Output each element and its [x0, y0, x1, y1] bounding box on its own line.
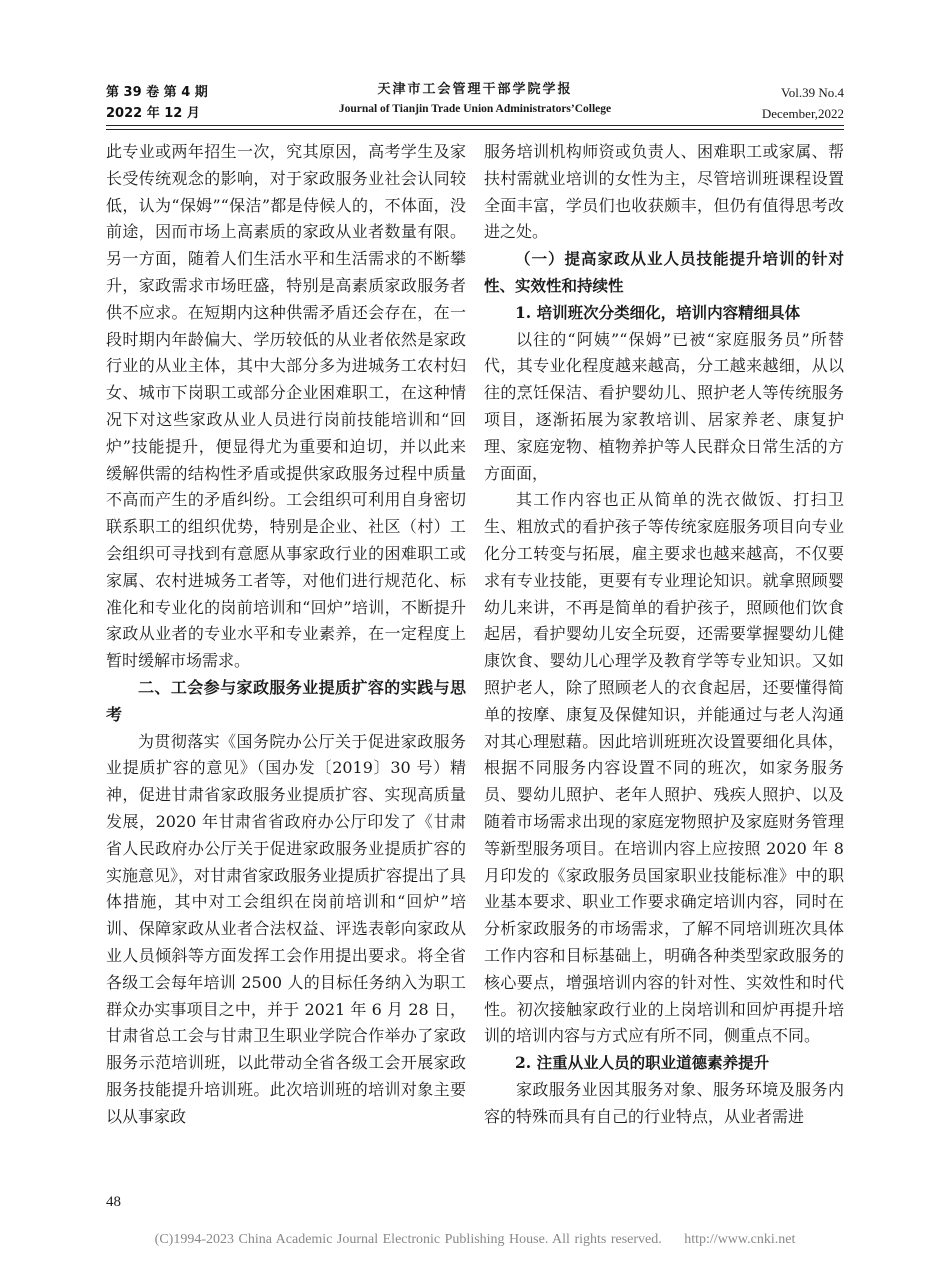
section-heading: （一）提高家政从业人员技能提升培训的针对性、实效性和持续性 [484, 249, 844, 295]
paragraph: 为贯彻落实《国务院办公厅关于促进家政服务业提质扩容的意见》（国办发〔2019〕30 号）精神，促进甘肃省家政服务业提质扩容、实现高质量发展，2020 年甘肃省省政府办公厅印发了《甘肃省人民政府办公厅关于促进家政服务业提质扩容的实施意见》，对甘肃省家政服务业提质扩容提出了具体措施，其中对工会组织在岗前培训和“回炉”培训、保障家政从业者合法权益、评选表彰向家政从业人员倾斜等方面发挥工会作用提出要求。将全省各级工会每年培训 2500 人的目标任务纳入为职工群众办实事项目之中，并于 2021 年 6 月 28 日，甘肃省总工会与甘肃卫生职业学院合作举办了家政服务示范培训班，以此带动全省各级工会开展家政服务技能提升培训班。此次培训班的培训对象主要以从事家政 [106, 731, 467, 1126]
issue-info-en [762, 82, 844, 124]
paragraph: 家政服务业因其服务对象、服务环境及服务内容的特殊而具有自己的行业特点，从业者需进 [484, 1079, 844, 1126]
section-heading: 1. 培训班次分类细化，培训内容精细具体 [515, 302, 801, 322]
cnki-url[interactable]: http://www.cnki.net [684, 1232, 796, 1247]
left-column [106, 139, 466, 1130]
volume-cn: 第 39 卷 第 4 期 [106, 85, 208, 100]
volume-en: Vol.39 No.4 [781, 85, 844, 100]
paragraph: 服务培训机构师资或负责人、困难职工或家属、帮扶村需就业培训的女性为主，尽管培训班课程设置全面丰富，学员们也收获颇丰，但仍有值得思考改进之处。 [484, 142, 844, 242]
date-cn: 2022 年 12 月 [106, 106, 200, 121]
section-heading: 2. 注重从业人员的职业道德素养提升 [515, 1053, 770, 1073]
right-column [484, 139, 844, 1130]
journal-title-en: Journal of Tianjin Trade Union Administrators’College [338, 103, 612, 115]
journal-title [300, 80, 650, 118]
date-en: December,2022 [761, 106, 844, 121]
header-rule [106, 125, 844, 126]
issue-info-cn [106, 82, 208, 124]
paragraph: 其工作内容也正从简单的洗衣做饭、打扫卫生、粗放式的看护孩子等传统家庭服务项目向专业化分工转变与拓展，雇主要求也越来越高，不仅要求有专业技能，更要有专业理论知识。就拿照顾婴幼儿来讲，不再是简单的看护孩子，照顾他们饮食起居，看护婴幼儿安全玩耍，还需要掌握婴幼儿健康饮食、婴幼儿心理学及教育学等专业知识。又如照护老人，除了照顾老人的衣食起居，还要懂得简单的按摩、康复及保健知识，并能通过与老人沟通对其心理慰藉。因此培训班班次设置要细化具体，根据不同服务内容设置不同的班次，如家务服务员、婴幼儿照护、老年人照护、残疾人照护、以及随着市场需求出现的家庭宠物照护及家庭财务管理等新型服务项目。在培训内容上应按照 2020 年 8 月印发的《家政服务员国家职业技能标准》中的职业基本要求、职业工作要求确定培训内容，同时在分析家政服务的市场需求，了解不同培训班次具体工作内容和目标基础上，明确各种类型家政服务的核心要点，增强培训内容的针对性、实效性和时代性。初次接触家政行业的上岗培训和回炉再提升培训的培训内容与方式应有所不同，侧重点不同。 [484, 490, 844, 1046]
page-number: 48 [106, 1194, 121, 1210]
journal-title-cn: 天津市工会管理干部学院学报 [377, 82, 573, 97]
section-heading: 二、工会参与家政服务业提质扩容的实践与思考 [106, 677, 466, 724]
paragraph: 以往的“阿姨”“保姆”已被“家庭服务员”所替代，其专业化程度越来越高，分工越来越细，从以往的烹饪保洁、看护婴幼儿、照护老人等传统服务项目，逐渐拓展为家教培训、居家养老、康复护理、家庭宠物、植物养护等人民群众日常生活的方方面面， [484, 329, 844, 483]
copyright-text: (C)1994-2023 China Academic Journal Electronic Publishing House. All rights reserved. [154, 1232, 662, 1247]
copyright-line [0, 1232, 950, 1248]
paragraph: 此专业或两年招生一次，究其原因，高考学生及家长受传统观念的影响，对于家政服务业社会认同较低，认为“保姆”“保洁”都是侍候人的，不体面，没前途，因而市场上高素质的家政从业者数量有限。另一方面，随着人们生活水平和生活需求的不断攀升，家政需求市场旺盛，特别是高素质家政服务者供不应求。在短期内这种供需矛盾还会存在，在一段时期内年龄偏大、学历较低的从业者依然是家政行业的从业主体，其中大部分多为进城务工农村妇女、城市下岗职工或部分企业困难职工，在这种情况下对这些家政从业人员进行岗前技能培训和“回炉”技能提升，便显得尤为重要和迫切，并以此来缓解供需的结构性矛盾或提供家政服务过程中质量不高而产生的矛盾纠纷。工会组织可利用自身密切联系职工的组织优势，特别是企业、社区（村）工会组织可寻找到有意愿从事家政行业的困难职工或家属、农村进城务工者等，对他们进行规范化、标准化和专业化的岗前培训和“回炉”培训，不断提升家政从业者的专业水平和专业素养，在一定程度上暂时缓解市场需求。 [106, 142, 466, 671]
header-rule-thin [106, 129, 844, 130]
